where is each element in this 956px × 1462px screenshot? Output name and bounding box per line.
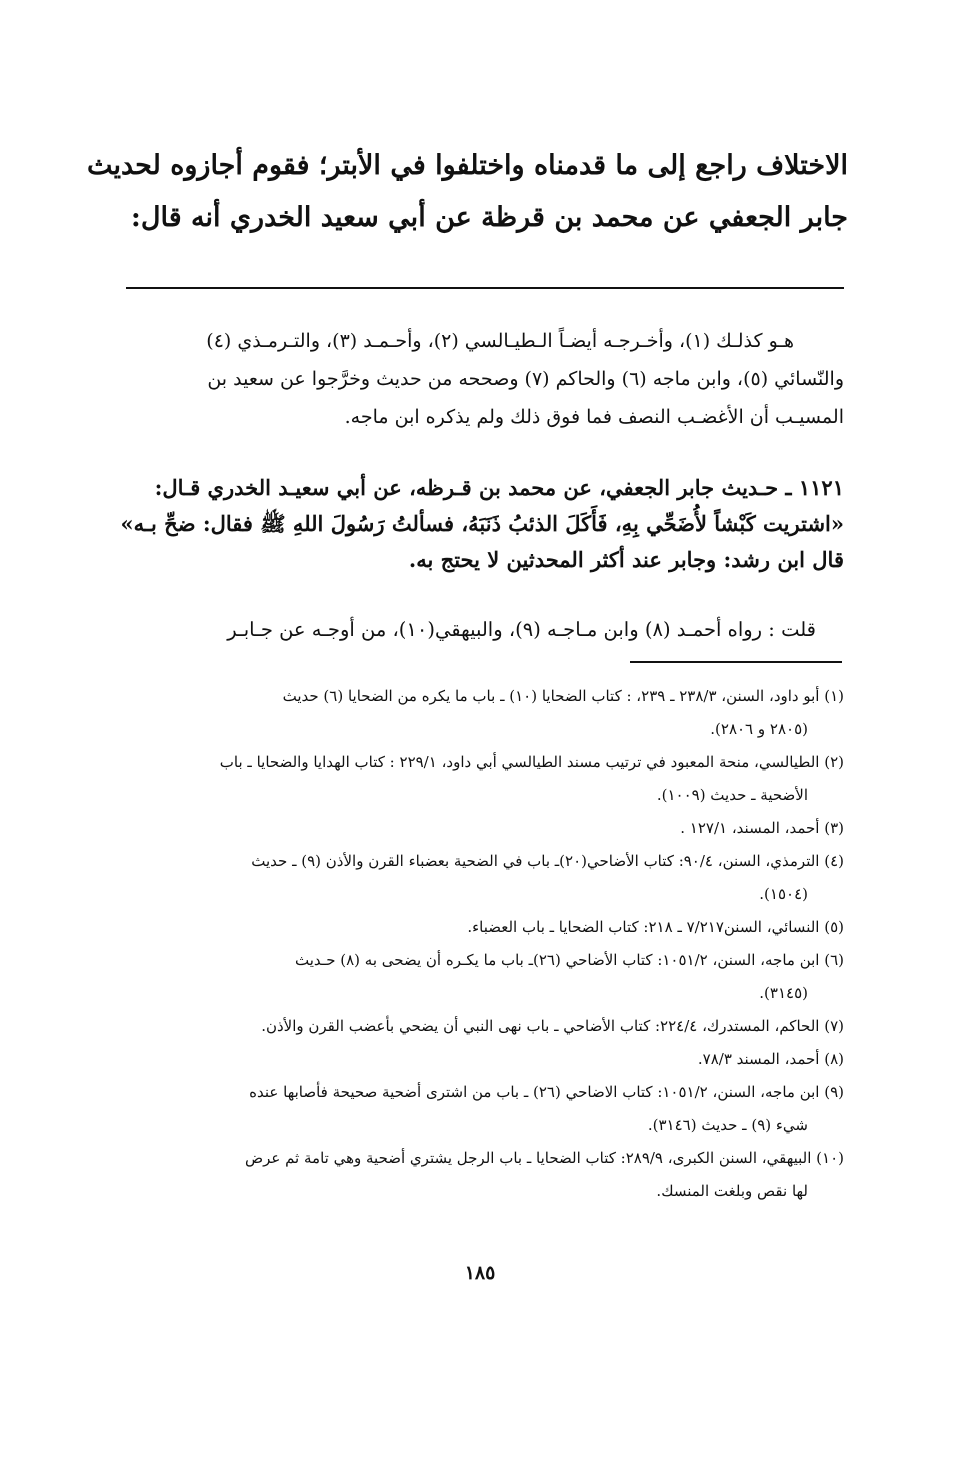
footnote-2 — [120, 746, 844, 812]
footnote-8 — [120, 1043, 844, 1076]
footnote-separator-full — [126, 287, 844, 289]
footnote-line: (٩) ابن ماجه، السنن، ١٠٥١/٢: كتاب الاضاحي (٢٦) ـ باب من اشترى أضحية صحيحة فأصابها عنده — [249, 1083, 844, 1101]
footnote-1 — [120, 680, 844, 746]
paragraph-line: هـو كذلـك (١)، وأخـرجـه أيضـاً الـطيـالسي (٢)، وأحـمـد (٣)، والتـرمـذي (٤) — [206, 330, 794, 352]
remark-line: قلت : رواه أحمـد (٨) وابن مـاجـه (٩)، والبيهقي(١٠)، من أوجـه عن جـابـر — [227, 618, 816, 641]
footnote-line: (١) أبو داود، السنن، ٢٣٨/٣ ـ ٢٣٩، : كتاب الضحايا (١٠) ـ باب ما يكره من الضحايا (٦) حديث — [282, 687, 844, 705]
page-number: ١٨٥ — [464, 1262, 496, 1284]
footnote-line: (٦) ابن ماجه، السنن، ١٠٥١/٢: كتاب الأضاحي (٢٦)ـ باب ما يكـره أن يضحى به (٨) حـديث — [295, 951, 844, 969]
footnote-10 — [120, 1142, 844, 1208]
commentary-paragraph — [126, 322, 844, 436]
footnote-5 — [120, 911, 844, 944]
paragraph-line: المسيـب أن الأغضـب النصف فما فوق ذلك ولم يذكره ابن ماجه. — [344, 406, 844, 428]
footnote-line: (٢٨٠٥ و ٢٨٠٦). — [710, 720, 808, 738]
footnote-line: (٣) أحمد، المسند، ١٢٧/١ . — [680, 819, 844, 837]
hadith-line: ١١٢١ ـ حـديث جابر الجعفي، عن محمد بن قـرظه، عن أبي سعيـد الخدري قـال: — [154, 475, 844, 500]
paragraph-line: جابر الجعفي عن محمد بن قرظة عن أبي سعيد الخدري أنه قال: — [130, 202, 848, 233]
footnote-9 — [120, 1076, 844, 1142]
footnote-line: (٤) الترمذي، السنن، ٩٠/٤: كتاب الأضاحي(٢٠)ـ باب في الضحية بعضباء القرن والأذن (٩) ـ حديث — [251, 852, 844, 870]
hadith-line: «اشتريت كَبْشاً لأُضَحِّي بِهِ، فَأَكَلَ الذئبُ ذَنَبَهُ، فسألتُ رَسُولَ اللهِ ﷺ فقال: ضحِّ بـه» — [120, 511, 844, 536]
footnotes-list — [120, 680, 844, 1208]
footnote-6 — [120, 944, 844, 1010]
footnote-line: (١٠) البيهقي، السنن الكبرى، ٢٨٩/٩: كتاب الضحايا ـ باب الرجل يشتري أضحية وهي تامة ثم عرض — [244, 1149, 844, 1167]
footnote-line: (٣١٤٥). — [759, 984, 808, 1002]
opening-paragraph — [86, 140, 848, 244]
footnote-3 — [120, 812, 844, 845]
paragraph-line: الاختلاف راجع إلى ما قدمناه واختلفوا في الأبتر؛ فقوم أجازوه لحديث — [86, 150, 848, 181]
hadith-line: قال ابن رشد: وجابر عند أكثر المحدثين لا يحتج به. — [408, 547, 844, 572]
hadith-entry-1121 — [120, 470, 844, 578]
footnote-line: (٨) أحمد، المسند ٧٨/٣. — [697, 1050, 844, 1068]
footnote-7 — [120, 1010, 844, 1043]
paragraph-line: والنّسائي (٥)، وابن ماجه (٦) والحاكم (٧) وصححه من حديث وخرَّجوا عن سعيد بن — [207, 368, 844, 390]
footnote-line: (٧) الحاكم، المستدرك، ٢٢٤/٤: كتاب الأضاحي ـ باب نهى النبي أن يضحي بأعضب القرن والأذن. — [261, 1017, 844, 1035]
footnote-line: (١٥٠٤). — [759, 885, 808, 903]
footnote-separator-short — [630, 661, 842, 663]
footnote-line: (٥) النسائي، السنن٧/٢١٧ ـ ٢١٨: كتاب الضحايا ـ باب العضباء. — [467, 918, 844, 936]
footnote-line: الأضحية ـ حديث (١٠٠٩). — [656, 786, 808, 804]
footnote-line: (٢) الطيالسي، منحة المعبود في ترتيب مسند الطيالسي أبي داود، ٢٢٩/١ : كتاب الهدايا والضحايا ـ باب — [219, 753, 844, 771]
footnote-line: شيء (٩) ـ حديث (٣١٤٦). — [647, 1116, 808, 1134]
footnote-line: لها نقص وبلغت المنسك. — [656, 1182, 808, 1200]
author-remark — [126, 612, 844, 648]
footnote-4 — [120, 845, 844, 911]
